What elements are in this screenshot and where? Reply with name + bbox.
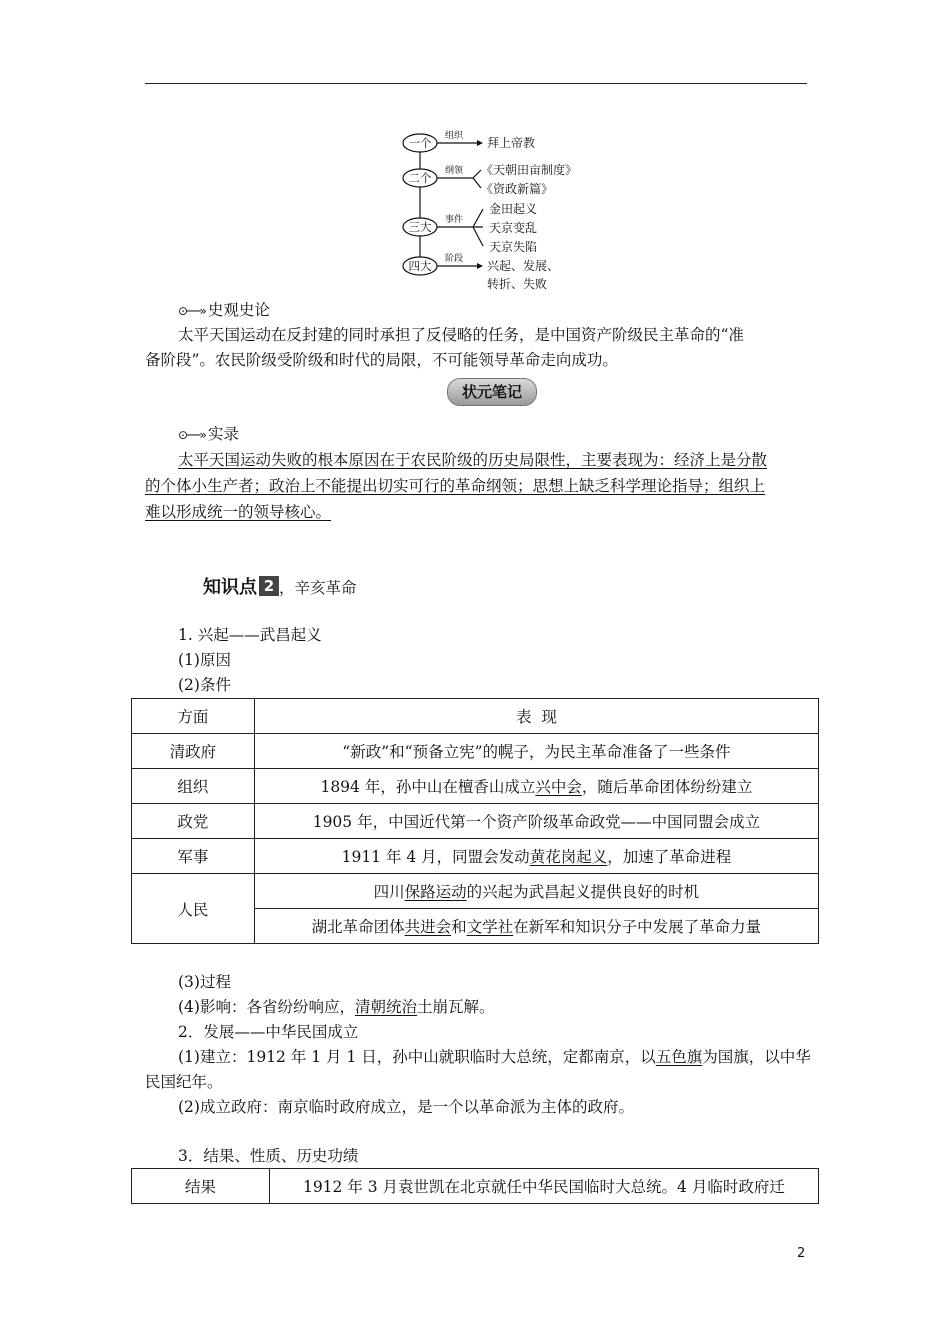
- table-header-aspect: 方面: [132, 699, 255, 734]
- diagram-item: 《资政新篇》: [481, 182, 554, 196]
- table-cell-aspect: 清政府: [132, 734, 255, 769]
- table-cell-aspect: 结果: [132, 1169, 270, 1204]
- section-2-item-2: (2)成立政府：南京临时政府成立，是一个以革命派为主体的政府。: [178, 1098, 634, 1116]
- section-1-item-2: (2)条件: [178, 676, 231, 694]
- diagram-item: 拜上帝教: [487, 136, 536, 150]
- diagram-item: 天京变乱: [489, 221, 538, 235]
- shilu-line-2: 的个体小生产者；政治上不能提出切实可行的革命纲领；思想上缺乏科学理论指导；组织上: [145, 477, 766, 495]
- diagram-node-3: 三大: [408, 220, 432, 234]
- shilu-line-3: 难以形成统一的领导核心。: [145, 503, 332, 521]
- knowledge-point-label: 知识点: [203, 577, 257, 598]
- shiguan-line-2: 备阶段”。农民阶级受阶级和时代的局限，不可能领导革命走向成功。: [145, 351, 618, 369]
- diagram-label-4: 阶段: [445, 254, 464, 264]
- shilu-heading: ⊙──» 实录: [178, 425, 239, 443]
- section-3-title: 3．结果、性质、历史功绩: [178, 1147, 359, 1165]
- table-cell-aspect: 组织: [132, 769, 255, 804]
- diagram-node-2: 二个: [408, 171, 432, 185]
- shiguan-heading: ⊙──» 史观史论: [178, 301, 270, 319]
- table-cell-aspect: 军事: [132, 839, 255, 874]
- diagram-label-3: 事件: [445, 215, 464, 225]
- results-table: [131, 1168, 819, 1204]
- knowledge-point-number: 2: [259, 576, 279, 596]
- table-cell-performance: 1911 年 4 月，同盟会发动黄花岗起义，加速了革命进程: [254, 839, 818, 874]
- table-header-performance: 表 现: [254, 699, 818, 734]
- header-rule: [145, 83, 807, 84]
- diagram-label-1: 组织: [445, 131, 464, 141]
- diagram-item: 天京失陷: [489, 240, 538, 254]
- arrow-marker-icon: ⊙──»: [178, 304, 206, 318]
- diagram-node-4: 四大: [408, 259, 432, 273]
- knowledge-point-title: [203, 573, 357, 601]
- table-cell-performance: 四川保路运动的兴起为武昌起义提供良好的时机: [254, 874, 818, 909]
- table-cell-performance: 1905 年，中国近代第一个资产阶级革命政党——中国同盟会成立: [254, 804, 818, 839]
- diagram-item: 兴起、发展、: [487, 259, 560, 273]
- table-cell-aspect: 政党: [132, 804, 255, 839]
- table-cell-performance: 1912 年 3 月袁世凯在北京就任中华民国临时大总统。4 月临时政府迁: [269, 1169, 818, 1204]
- section-1-item-1: (1)原因: [178, 651, 231, 669]
- section-1-item-3: (3)过程: [178, 973, 231, 991]
- table-cell-performance: 1894 年，孙中山在檀香山成立兴中会，随后革命团体纷纷建立: [254, 769, 818, 804]
- table-cell-performance: “新政”和“预备立宪”的幌子，为民主革命准备了一些条件: [254, 734, 818, 769]
- section-1-item-4: (4)影响：各省纷纷响应，清朝统治土崩瓦解。: [178, 998, 495, 1016]
- diagram-label-2: 纲领: [445, 166, 464, 176]
- arrow-marker-icon: ⊙──»: [178, 428, 206, 442]
- section-2-item-1: (1)建立：1912 年 1 月 1 日，孙中山就职临时大总统，定都南京，以五色旗为国旗，以中华: [178, 1048, 811, 1066]
- table-cell-performance: 湖北革命团体共进会和文学社在新军和知识分子中发展了革命力量: [254, 909, 818, 944]
- page-number: 2: [797, 1246, 806, 1261]
- knowledge-point-subtitle: ，辛亥革命: [279, 579, 357, 597]
- section-2-title: 2．发展——中华民国成立: [178, 1023, 359, 1041]
- taiping-summary-diagram: [395, 122, 595, 294]
- conditions-table: [131, 698, 819, 944]
- shiguan-line-1: 太平天国运动在反封建的同时承担了反侵略的任务，是中国资产阶级民主革命的“准: [178, 326, 744, 344]
- notes-banner: 状元笔记: [447, 378, 537, 406]
- diagram-item: 金田起义: [489, 202, 538, 216]
- diagram-item: 《天朝田亩制度》: [481, 163, 578, 177]
- table-cell-aspect: 人民: [132, 874, 255, 944]
- section-2-item-1-cont: 民国纪年。: [145, 1073, 223, 1091]
- section-1-title: 1. 兴起——武昌起义: [178, 626, 322, 644]
- shilu-line-1: 太平天国运动失败的根本原因在于农民阶级的历史局限性，主要表现为：经济上是分散: [178, 451, 768, 469]
- diagram-item: 转折、失败: [487, 277, 548, 291]
- diagram-node-1: 一个: [408, 136, 432, 150]
